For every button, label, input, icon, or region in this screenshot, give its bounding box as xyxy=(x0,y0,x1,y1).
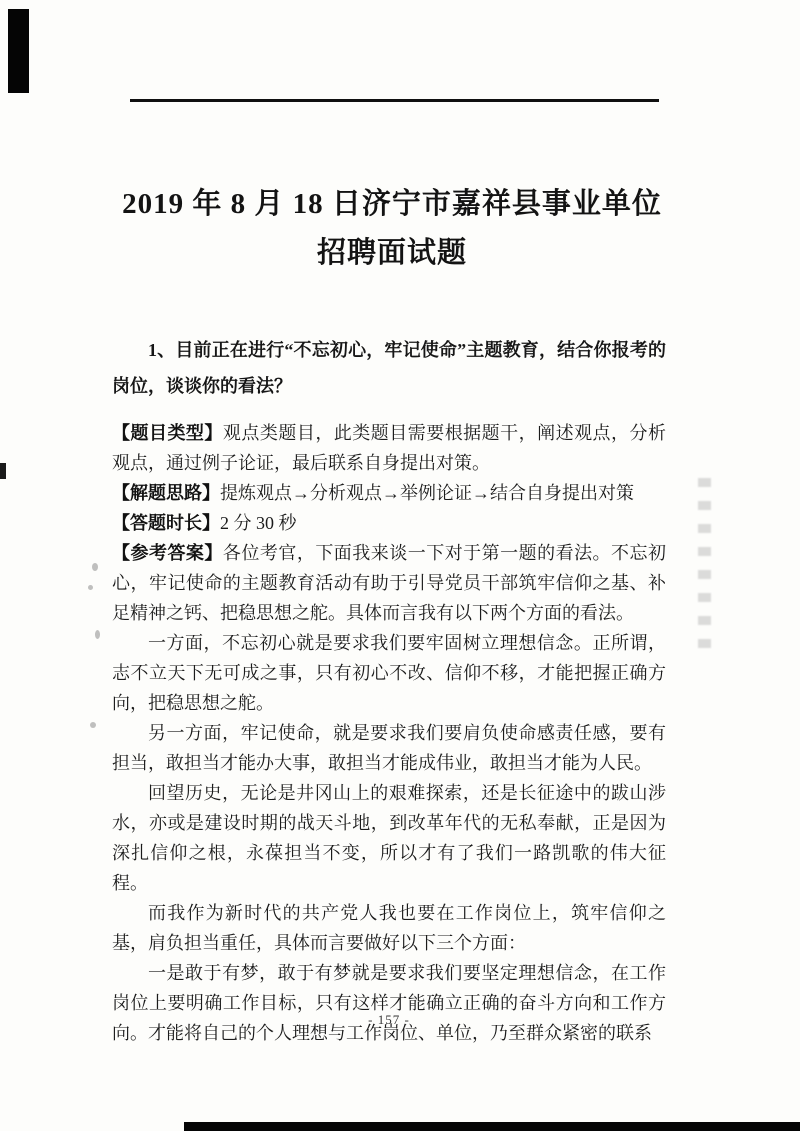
answer-paragraph: 一是敢于有梦，敢于有梦就是要求我们要坚定理想信念，在工作岗位上要明确工作目标，只有这样才能确立正确的奋斗方向和工作方向。才能将自己的个人理想与工作岗位、单位，乃至群众紧密的联系 xyxy=(112,963,666,1043)
answer-paragraph: 一方面，不忘初心就是要求我们要牢固树立理想信念。正所谓，志不立天下无可成之事，只有初心不改、信仰不移，才能把握正确方向，把稳思想之舵。 xyxy=(112,633,666,713)
section-answer-duration xyxy=(112,508,666,538)
answer-paragraph: 而我作为新时代的共产党人我也要在工作岗位上，筑牢信仰之基，肩负担当重任，具体而言要做好以下三个方面： xyxy=(112,903,666,953)
answer-paragraph: 回望历史，无论是井冈山上的艰难探索，还是长征途中的跋山涉水，亦或是建设时期的战天斗地，到改革年代的无私奉献，正是因为深扎信仰之根，永葆担当不变，所以才有了我们一路凯歌的伟大征程。 xyxy=(112,783,666,893)
section-text: 各位考官，下面我来谈一下对于第一题的看法。不忘初心，牢记使命的主题教育活动有助于引导党员干部筑牢信仰之基、补足精神之钙、把稳思想之舵。具体而言我有以下两个方面的看法。 xyxy=(112,543,667,623)
section-label: 【参考答案】 xyxy=(112,543,223,563)
section-reference-answer xyxy=(112,538,666,628)
scan-noise-speck xyxy=(95,630,100,639)
section-label: 【解题思路】 xyxy=(112,483,220,503)
section-solving-approach xyxy=(112,478,666,508)
scan-artifact-left-mark xyxy=(0,463,6,479)
section-text: 观点类题目，此类题目需要根据题干，阐述观点，分析观点，通过例子论证，最后联系自身提出对策。 xyxy=(112,423,667,473)
scan-noise-speck xyxy=(88,585,93,590)
scan-artifact-top-left-bar xyxy=(8,9,29,93)
scan-noise-speck xyxy=(92,563,98,571)
scan-artifact-bottom-bar xyxy=(184,1122,800,1131)
document-title: 2019 年 8 月 18 日济宁市嘉祥县事业单位招聘面试题 xyxy=(122,188,662,269)
section-text: 提炼观点→分析观点→举例论证→结合自身提出对策 xyxy=(220,483,634,503)
scan-bleed-through xyxy=(698,478,711,650)
section-label: 【题目类型】 xyxy=(112,423,223,443)
question-1: 1、目前正在进行“不忘初心，牢记使命”主题教育，结合你报考的岗位，谈谈你的看法？ xyxy=(112,340,666,396)
section-text: 2 分 30 秒 xyxy=(220,513,297,533)
document-body xyxy=(112,332,666,1048)
answer-paragraph: 另一方面，牢记使命，就是要求我们要肩负使命感责任感，要有担当，敢担当才能办大事，敢担当才能成伟业，敢担当才能为人民。 xyxy=(112,723,666,773)
header-rule xyxy=(130,99,659,102)
page-number: - 157 - xyxy=(368,1012,410,1027)
scan-noise-speck xyxy=(90,722,96,728)
section-label: 【答题时长】 xyxy=(112,513,220,533)
section-question-type xyxy=(112,418,666,478)
